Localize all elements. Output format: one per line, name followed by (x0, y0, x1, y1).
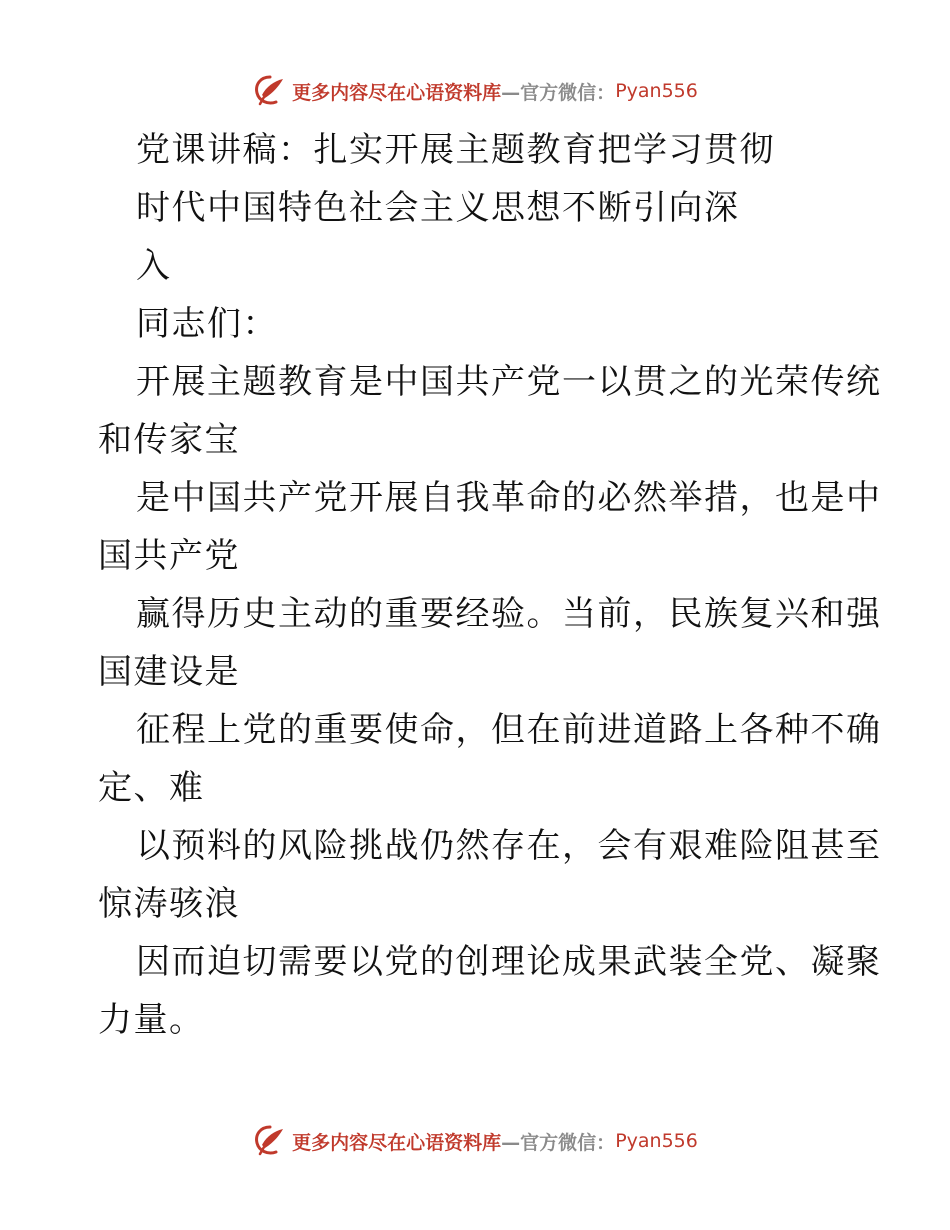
footer-watermark (0, 1123, 950, 1159)
quill-swirl-icon (252, 1123, 288, 1159)
salutation: 同志们： (136, 304, 278, 344)
paragraph-line: 国建设是 (98, 652, 240, 692)
document-body (98, 121, 882, 1049)
title-line: 时代中国特色社会主义思想不断引向深 (136, 188, 740, 228)
watermark-site-text: 更多内容尽在心语资料库 (292, 81, 502, 104)
paragraph-line: 以预料的风险挑战仍然存在，会有艰难险阻甚至 (136, 826, 882, 866)
paragraph-line: 力量。 (98, 1000, 205, 1040)
title-line: 入 (136, 246, 172, 286)
header-watermark (0, 73, 950, 109)
watermark-wechat-label: —官方微信： (501, 1131, 616, 1154)
paragraph-line: 赢得历史主动的重要经验。当前，民族复兴和强 (136, 594, 882, 634)
watermark-wechat-label: —官方微信： (501, 81, 616, 104)
paragraph-line: 是中国共产党开展自我革命的必然举措，也是中 (136, 478, 882, 518)
watermark-wechat-id: Pyan556 (615, 1130, 698, 1152)
paragraph-line: 因而迫切需要以党的创理论成果武装全党、凝聚 (136, 942, 882, 982)
paragraph-line: 和传家宝 (98, 420, 240, 460)
paragraph-line: 开展主题教育是中国共产党一以贯之的光荣传统 (136, 362, 882, 402)
paragraph-line: 征程上党的重要使命，但在前进道路上各种不确 (136, 710, 882, 750)
watermark-site-text: 更多内容尽在心语资料库 (292, 1131, 502, 1154)
paragraph-line: 惊涛骇浪 (98, 884, 240, 924)
watermark-wechat-id: Pyan556 (615, 80, 698, 102)
paragraph-line: 国共产党 (98, 536, 240, 576)
quill-swirl-icon (252, 73, 288, 109)
title-line: 党课讲稿：扎实开展主题教育把学习贯彻 (136, 130, 775, 170)
paragraph-line: 定、难 (98, 768, 205, 808)
